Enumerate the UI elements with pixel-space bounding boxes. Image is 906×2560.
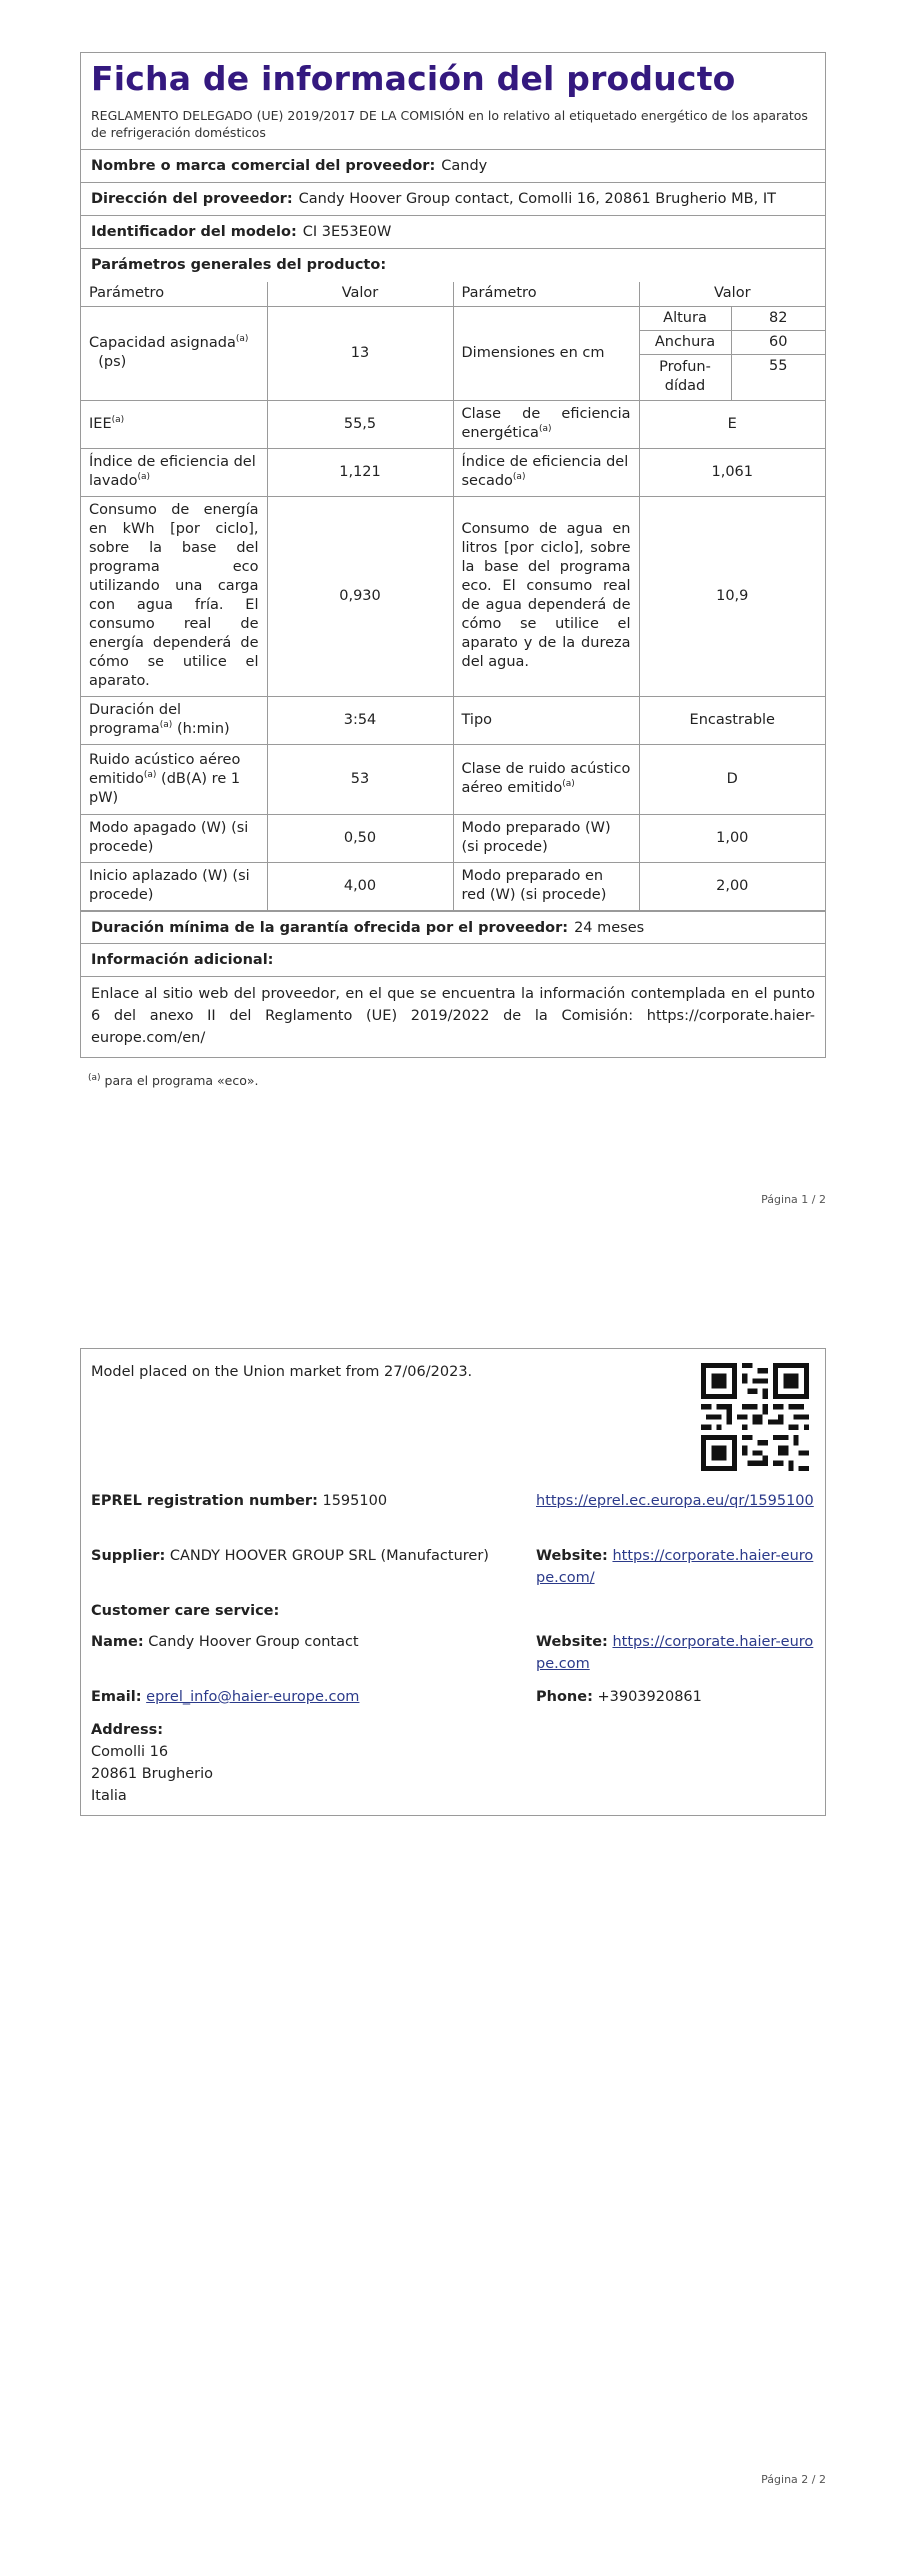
iee-value: 55,5 xyxy=(267,400,453,448)
warranty-row xyxy=(81,911,825,944)
water-consumption-label: Consumo de agua en litros [por ciclo], sobre la base del programa eco. El consumo real de agua dependerá de cómo se utilice el aparato y de la dureza del agua. xyxy=(453,496,639,696)
water-consumption-value: 10,9 xyxy=(639,496,825,696)
off-mode-value: 0,50 xyxy=(267,814,453,862)
noise-class-cell xyxy=(453,744,639,814)
dry-index-label: Índice de eficiencia del secado xyxy=(461,454,629,489)
capacity-value: 13 xyxy=(267,306,453,400)
dry-index-value: 1,061 xyxy=(639,448,825,496)
footnote-mark: (a) xyxy=(512,472,526,483)
noise-class-value: D xyxy=(639,744,825,814)
noise-unit: (dB(A) re 1 pW) xyxy=(89,770,241,806)
market-date-text: Model placed on the Union market from 27/06/2023. xyxy=(91,1364,473,1380)
footnote-mark: (a) xyxy=(159,720,173,731)
dry-index-cell xyxy=(453,448,639,496)
table-row xyxy=(81,496,825,696)
supplier-label: Nombre o marca comercial del proveedor: xyxy=(91,158,436,174)
wash-index-value: 1,121 xyxy=(267,448,453,496)
contact-name xyxy=(91,1631,359,1653)
footnote-mark: (a) xyxy=(88,1072,101,1083)
supplier-value: Candy xyxy=(441,158,488,174)
supplier-info xyxy=(91,1545,489,1567)
general-params-label: Parámetros generales del producto: xyxy=(91,257,387,273)
energy-consumption-label: Consumo de energía en kWh [por ciclo], sobre la base del programa eco utilizando una carga con agua fría. El consumo real de energía dependerá de cómo se utilice el aparato. xyxy=(81,496,267,696)
width-value: 60 xyxy=(731,330,825,354)
eprel-registration xyxy=(91,1490,387,1512)
email-label: Email: xyxy=(91,1689,142,1705)
energy-class-cell xyxy=(453,400,639,448)
footnote-mark: (a) xyxy=(111,414,125,425)
eprel-label: EPREL registration number: xyxy=(91,1493,318,1509)
page-title: Ficha de información del producto xyxy=(91,59,736,98)
model-row xyxy=(81,216,825,249)
warranty-label: Duración mínima de la garantía ofrecida por el proveedor: xyxy=(91,919,569,936)
noise-value: 53 xyxy=(267,744,453,814)
email-link[interactable]: eprel_info@haier-europe.com xyxy=(146,1689,360,1705)
iee-cell xyxy=(81,400,267,448)
website-label: Website: xyxy=(536,1634,608,1650)
energy-class-value: E xyxy=(639,400,825,448)
parameters-table xyxy=(81,282,825,911)
customer-care-website xyxy=(536,1631,821,1675)
eprel-link[interactable] xyxy=(536,1490,821,1512)
footnote-mark: (a) xyxy=(143,769,157,780)
model-label: Identificador del modelo: xyxy=(91,224,297,240)
duration-value: 3:54 xyxy=(267,696,453,744)
delay-start-value: 4,00 xyxy=(267,862,453,910)
supplier-website xyxy=(536,1545,821,1589)
eprel-link-text[interactable]: https://eprel.ec.europa.eu/qr/1595100 xyxy=(536,1493,814,1509)
page-number: Página 1 / 2 xyxy=(761,1193,826,1206)
footnote-mark: (a) xyxy=(562,779,575,790)
customer-care-label: Customer care service: xyxy=(91,1603,280,1619)
standby-value: 1,00 xyxy=(639,814,825,862)
capacity-unit: (ps) xyxy=(98,354,127,370)
header-parameter: Parámetro xyxy=(81,282,267,306)
wash-index-cell xyxy=(81,448,267,496)
supplier-name: CANDY HOOVER GROUP SRL (Manufacturer) xyxy=(169,1548,489,1564)
table-row xyxy=(81,814,825,862)
address-label: Address: xyxy=(91,1722,164,1738)
customer-care-website-link[interactable]: https://corporate.haier-europe.com xyxy=(536,1634,814,1672)
table-row xyxy=(81,400,825,448)
eprel-number: 1595100 xyxy=(322,1493,388,1509)
capacity-label: Capacidad asignada xyxy=(89,335,236,351)
table-row xyxy=(81,306,825,330)
header-block xyxy=(81,53,825,150)
height-label: Altura xyxy=(639,306,731,330)
type-value: Encastrable xyxy=(639,696,825,744)
address-label: Dirección del proveedor: xyxy=(91,191,293,207)
networked-standby-value: 2,00 xyxy=(639,862,825,910)
additional-info-label: Información adicional: xyxy=(91,951,274,968)
contact-email xyxy=(91,1686,359,1708)
page-number: Página 2 / 2 xyxy=(761,2473,826,2486)
name-label: Name: xyxy=(91,1634,144,1650)
website-label: Website: xyxy=(536,1548,608,1564)
contact-address xyxy=(91,1719,213,1807)
warranty-value: 24 meses xyxy=(574,919,645,936)
address-row xyxy=(81,183,825,216)
header-parameter: Parámetro xyxy=(453,282,639,306)
additional-info-text: Enlace al sitio web del proveedor, en el que se encuentra la información contemplada en el punto 6 del anexo II del Reglamento (UE) 2019/2022 de la Comisión: https://corporate.haier-europe.com/en/ xyxy=(91,985,815,1046)
contact-name-value: Candy Hoover Group contact xyxy=(148,1634,359,1650)
duration-cell xyxy=(81,696,267,744)
duration-label: Duración del programa xyxy=(89,702,182,737)
footnote-text: para el programa «eco». xyxy=(104,1073,259,1088)
customer-care-heading xyxy=(91,1600,279,1622)
table-row xyxy=(81,696,825,744)
networked-standby-label: Modo preparado en red (W) (si procede) xyxy=(453,862,639,910)
table-row xyxy=(81,862,825,910)
energy-class-label: Clase de eficiencia energética xyxy=(461,406,631,441)
iee-label: IEE xyxy=(89,415,112,432)
standby-label: Modo preparado (W) (si procede) xyxy=(453,814,639,862)
wash-index-label: Índice de eficiencia del lavado xyxy=(89,454,256,489)
model-value: CI 3E53E0W xyxy=(302,224,392,240)
footnote-mark: (a) xyxy=(137,472,151,483)
footnote-mark: (a) xyxy=(538,424,552,435)
supplier-website-link[interactable]: https://corporate.haier-europe.com/ xyxy=(536,1548,814,1586)
noise-cell xyxy=(81,744,267,814)
phone-value: +3903920861 xyxy=(597,1689,702,1705)
duration-unit: (h:min) xyxy=(176,721,230,737)
width-label: Anchura xyxy=(639,330,731,354)
footnote-mark: (a) xyxy=(235,334,249,345)
general-params-row xyxy=(81,249,825,282)
table-row xyxy=(81,744,825,814)
depth-label: Profun-dídad xyxy=(639,354,731,400)
dimensions-label: Dimensiones en cm xyxy=(453,306,639,400)
supplier-label: Supplier: xyxy=(91,1548,166,1564)
address-value: Candy Hoover Group contact, Comolli 16, 20861 Brugherio MB, IT xyxy=(298,191,776,207)
header-value: Valor xyxy=(639,282,825,306)
product-info-sheet xyxy=(80,52,826,1058)
off-mode-label: Modo apagado (W) (si procede) xyxy=(81,814,267,862)
delay-start-label: Inicio aplazado (W) (si procede) xyxy=(81,862,267,910)
additional-info-row xyxy=(81,944,825,977)
contact-phone xyxy=(536,1686,702,1708)
address-line: Comolli 16 xyxy=(91,1744,169,1760)
regulation-text: REGLAMENTO DELEGADO (UE) 2019/2017 DE LA COMISIÓN en lo relativo al etiquetado energético de los aparatos de refrigeración domésticos xyxy=(91,108,808,140)
noise-label: Ruido acústico aéreo emitido xyxy=(89,751,241,787)
eprel-info-box xyxy=(80,1348,826,1816)
capacity-cell xyxy=(81,306,267,400)
depth-value: 55 xyxy=(731,354,825,400)
table-row xyxy=(81,448,825,496)
qr-code-image xyxy=(701,1363,809,1471)
header-value: Valor xyxy=(267,282,453,306)
address-line: Italia xyxy=(91,1788,127,1804)
phone-label: Phone: xyxy=(536,1689,593,1705)
footnote xyxy=(88,1073,259,1088)
noise-class-label: Clase de ruido acústico aéreo emitido xyxy=(461,761,631,796)
table-header-row xyxy=(81,282,825,306)
type-label: Tipo xyxy=(453,696,639,744)
energy-consumption-value: 0,930 xyxy=(267,496,453,696)
supplier-row xyxy=(81,150,825,183)
height-value: 82 xyxy=(731,306,825,330)
address-line: 20861 Brugherio xyxy=(91,1766,214,1782)
